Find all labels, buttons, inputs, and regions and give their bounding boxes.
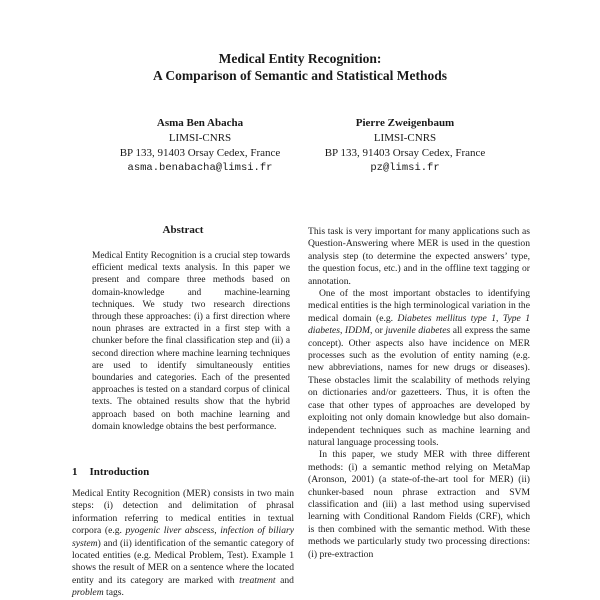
author-block-2: [305, 116, 505, 176]
author-address: BP 133, 91403 Orsay Cedex, France: [119, 147, 281, 159]
introduction-body: [72, 488, 294, 600]
author-affiliation: LIMSI-CNRS: [168, 132, 232, 144]
text-run: ,: [214, 525, 221, 537]
text-run: ,: [339, 325, 345, 337]
text-run: tags.: [103, 587, 124, 599]
text-run: Medical Entity Recognition (MER) consists in two main steps: (i) detection and delimitation of phrasal information referring to medical entities in textual corpora (e.g.: [72, 488, 294, 537]
right-column: [308, 226, 530, 561]
author-block-1: [100, 116, 300, 176]
emphasis: problem: [72, 587, 104, 599]
author-name: Pierre Zweigenbaum: [355, 117, 455, 129]
text-run: , or: [369, 325, 386, 337]
paragraph: In this paper, we study MER with three different methods: (i) a semantic method relying on MetaMap (Aronson, 2001) (a state-of-the-art tool for MER) (ii) chunker-based noun phrase extraction and SVM classification and (iii) a last method using supervised learning with Conditional Random Fields (CRF), which is then combined with the semantic method. With these methods we particularly study two processing directions: (i) pre-extraction: [308, 449, 530, 560]
author-name: Asma Ben Abacha: [156, 117, 244, 129]
author-affiliation: LIMSI-CNRS: [373, 132, 437, 144]
text-run: and: [275, 574, 294, 586]
emphasis: Diabetes mellitus type 1: [397, 312, 497, 324]
text-run: ) and (ii) identification of the semantic category of located entities (e.g. Medical Problem, Test). Example 1 shows the result of MER on a sentence where the located entity and its category are marked with: [72, 537, 294, 586]
paper-title-line-1: Medical Entity Recognition:: [218, 51, 382, 66]
emphasis: pyogenic liver abscess: [125, 525, 215, 537]
text-run: One of the most important obstacles to identifying medical entities is the high terminological variation in the medical domain (e.g.: [308, 288, 530, 324]
text-run: ,: [496, 312, 503, 324]
emphasis: Type 1 diabetes: [308, 312, 531, 337]
text-run: all express the same concept). Other aspects also have incidence on MER processes such as the evolution of entity naming (e.g. new abbreviations, names for new drugs or diseases). These obstacles limit the scalability of methods relying on dictionaries and/or gazetteers. Thus, it is often the case that other types of approaches are developed by exploiting not only domain knowledge but also domain-independent techniques such as machine learning and natural language processing tools.: [308, 325, 530, 448]
author-email: asma.benabacha@limsi.fr: [127, 162, 273, 174]
emphasis: juvenile diabetes: [385, 325, 451, 337]
author-address: BP 133, 91403 Orsay Cedex, France: [324, 147, 486, 159]
emphasis: IDDM: [344, 325, 370, 337]
author-email: pz@limsi.fr: [370, 162, 440, 174]
paragraph: This task is very important for many applications such as Question-Answering where MER is used in the question analysis step (to determine the expected answers’ type, the question focus, etc.) and in the offline text tagging or annotation.: [308, 226, 530, 287]
emphasis: infection of biliary system: [72, 525, 294, 549]
section-number: 1: [72, 466, 78, 478]
section-heading-introduction: [72, 466, 161, 478]
emphasis: treatment: [239, 574, 276, 586]
abstract-heading: Abstract: [162, 224, 204, 236]
paper-title-line-2: A Comparison of Semantic and Statistical Methods: [152, 68, 447, 83]
section-title: Introduction: [89, 466, 150, 478]
paragraph: [308, 288, 530, 449]
abstract-text: Medical Entity Recognition is a crucial step towards efficient medical texts analysis. In this paper we present and compare three methods based on domain-knowledge and machine-learning techniques. We study two research directions through these approaches: (i) a first direction where noun phrases are extracted in a first step with a chunker before the final classification step and (ii) a second direction where machine learning techniques are used to identify simultaneously entities boundaries and categories. Each of the presented approaches is tested on a standard corpus of clinical texts. The obtained results show that the hybrid approach based on both machine learning and domain knowledge obtains the best performance.: [92, 251, 290, 432]
introduction-paragraph: [72, 488, 294, 600]
